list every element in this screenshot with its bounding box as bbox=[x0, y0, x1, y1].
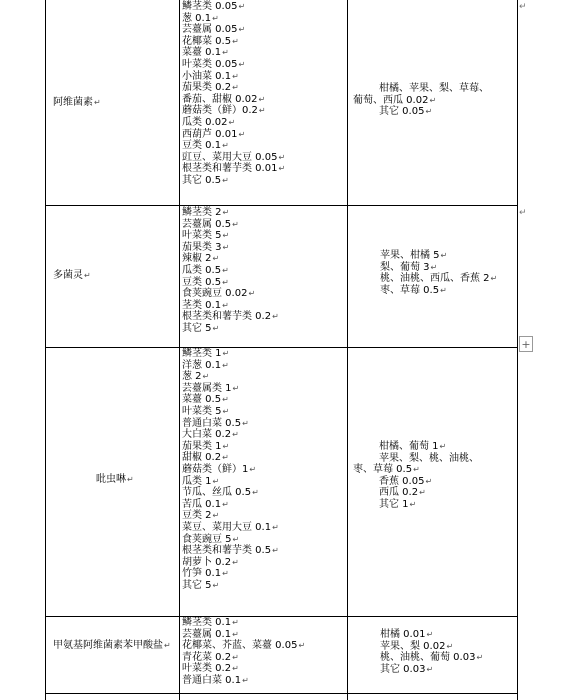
limit-entry: 西葫芦 0.01↵ bbox=[182, 128, 246, 140]
row-separator-4 bbox=[45, 693, 518, 694]
pesticide-name-cell: 多菌灵↵ bbox=[53, 270, 91, 281]
limit-entry: 食荚豌豆 0.02↵ bbox=[182, 288, 256, 300]
fruit-entry: 其它 0.03↵ bbox=[380, 663, 434, 675]
table-border-right bbox=[517, 0, 518, 700]
pesticide-name-cell: 阿维菌素↵ bbox=[53, 97, 101, 108]
pesticide-name-cell: 吡虫啉↵ bbox=[96, 474, 134, 485]
limit-entry: 洋葱 0.1↵ bbox=[182, 359, 229, 371]
limit-entry: 瓜类 0.5↵ bbox=[182, 264, 229, 276]
vegetable-limits-cell bbox=[182, 348, 279, 591]
fruit-entry: 梨、葡萄 3↵ bbox=[380, 261, 438, 273]
cell-anchor-mark: ↵ bbox=[519, 208, 527, 218]
limit-entry: 蘑菇类（鲜）1↵ bbox=[182, 463, 257, 475]
fruit-entry: 柑橘、苹果、梨、草莓、 bbox=[379, 83, 489, 94]
limit-entry: 菜薹 0.5↵ bbox=[182, 394, 229, 406]
fruit-entry: 香蕉 0.05↵ bbox=[379, 475, 433, 487]
limit-entry: 辣椒 2↵ bbox=[182, 253, 220, 265]
limit-entry: 豇豆、菜用大豆 0.05↵ bbox=[182, 151, 286, 163]
limit-entry: 菜薹 0.1↵ bbox=[182, 47, 229, 59]
limit-entry: 胡萝卜 0.2↵ bbox=[182, 556, 239, 568]
limit-entry: 叶菜类 0.05↵ bbox=[182, 58, 246, 70]
limit-entry: 根茎类和薯芋类 0.5↵ bbox=[182, 545, 279, 557]
fruit-entry: 苹果、梨、桃、油桃、 bbox=[379, 452, 479, 464]
limit-entry: 鳞茎类 1↵ bbox=[182, 348, 230, 359]
limit-entry: 芸薹属 0.05↵ bbox=[182, 24, 246, 36]
pesticide-name: 甲氨基阿维菌素苯甲酸盐 bbox=[53, 640, 163, 651]
fruit-limits-cell bbox=[353, 441, 479, 511]
add-row-button[interactable]: + bbox=[519, 336, 533, 352]
limit-entry: 茎类 0.1↵ bbox=[182, 299, 229, 311]
limit-entry: 甜椒 0.2↵ bbox=[182, 452, 229, 464]
limit-entry: 瓜类 0.02↵ bbox=[182, 116, 236, 128]
limit-entry: 芸薹属类 1↵ bbox=[182, 382, 240, 394]
limit-entry: 茄果类 3↵ bbox=[182, 241, 230, 253]
limit-entry: 鳞茎类 0.1↵ bbox=[182, 617, 239, 628]
limit-entry: 苦瓜 0.1↵ bbox=[182, 498, 229, 510]
limit-entry: 芸薹属 0.5↵ bbox=[182, 218, 239, 230]
limit-entry: 茄果类 1↵ bbox=[182, 440, 230, 452]
row-separator-2 bbox=[45, 347, 518, 348]
limit-entry: 番茄、甜椒 0.02↵ bbox=[182, 93, 266, 105]
limit-entry: 普通白菜 0.5↵ bbox=[182, 417, 249, 429]
fruit-entry: 其它 0.05↵ bbox=[379, 106, 433, 118]
limit-entry: 叶菜类 5↵ bbox=[182, 230, 230, 242]
pesticide-name: 多菌灵 bbox=[53, 270, 83, 281]
pesticide-name-cell: 甲氨基阿维菌素苯甲酸盐↵ bbox=[53, 640, 171, 651]
fruit-entry: 桃、油桃、西瓜、香蕉 2↵ bbox=[380, 273, 498, 285]
vegetable-limits-cell bbox=[182, 207, 279, 335]
fruit-entry: 柑橘 0.01↵ bbox=[380, 629, 434, 640]
fruit-entry: 葡萄、西瓜 0.02↵ bbox=[353, 94, 437, 106]
limit-entry: 叶菜类 5↵ bbox=[182, 405, 230, 417]
fruit-entry: 苹果、柑橘 5↵ bbox=[380, 250, 448, 261]
fruit-limits-cell bbox=[380, 629, 483, 675]
limit-entry: 瓜类 1↵ bbox=[182, 475, 220, 487]
vegetable-limits-cell bbox=[182, 617, 305, 687]
fruit-entry: 枣、草莓 0.5↵ bbox=[380, 284, 447, 296]
fruit-entry: 西瓜 0.2↵ bbox=[379, 487, 426, 499]
fruit-entry: 苹果、梨 0.02↵ bbox=[380, 640, 454, 652]
limit-entry: 豆类 2↵ bbox=[182, 510, 220, 522]
limit-entry: 菜豆、菜用大豆 0.1↵ bbox=[182, 521, 279, 533]
limit-entry: 豆类 0.5↵ bbox=[182, 276, 229, 288]
limit-entry: 蘑菇类（鲜）0.2↵ bbox=[182, 105, 266, 117]
limit-entry: 芸薹属 0.1↵ bbox=[182, 628, 239, 640]
fruit-entry: 其它 1↵ bbox=[379, 498, 417, 510]
limit-entry: 青花菜 0.2↵ bbox=[182, 651, 239, 663]
fruit-entry: 桃、油桃、葡萄 0.03↵ bbox=[380, 652, 484, 664]
limit-entry: 花椰菜、芥蓝、菜薹 0.05↵ bbox=[182, 640, 306, 652]
row-separator-1 bbox=[45, 205, 518, 206]
limit-entry: 根茎类和薯芋类 0.01↵ bbox=[182, 163, 286, 175]
limit-entry: 小油菜 0.1↵ bbox=[182, 70, 239, 82]
cell-anchor-mark: ↵ bbox=[519, 2, 527, 12]
limit-entry: 大白菜 0.2↵ bbox=[182, 429, 239, 441]
vegetable-limits-cell bbox=[182, 1, 285, 187]
limit-entry: 普通白菜 0.1↵ bbox=[182, 674, 249, 686]
table-divider-1 bbox=[179, 0, 180, 700]
pesticide-name: 阿维菌素 bbox=[53, 97, 93, 108]
limit-entry: 竹笋 0.1↵ bbox=[182, 568, 229, 580]
fruit-entry: 柑橘、葡萄 1↵ bbox=[379, 441, 447, 452]
limit-entry: 花椰菜 0.5↵ bbox=[182, 35, 239, 47]
limit-entry: 葱 2↵ bbox=[182, 371, 210, 383]
limit-entry: 叶菜类 0.2↵ bbox=[182, 663, 239, 675]
limit-entry: 其它 5↵ bbox=[182, 322, 220, 334]
fruit-entry: 枣、草莓 0.5↵ bbox=[353, 464, 420, 476]
table-border-left bbox=[45, 0, 46, 700]
fruit-limits-cell bbox=[380, 250, 497, 296]
limit-entry: 鳞茎类 0.05↵ bbox=[182, 1, 246, 12]
limit-entry: 食荚豌豆 5↵ bbox=[182, 533, 240, 545]
limit-entry: 其它 0.5↵ bbox=[182, 174, 229, 186]
limit-entry: 根茎类和薯芋类 0.2↵ bbox=[182, 311, 279, 323]
table-divider-2 bbox=[347, 0, 348, 700]
limit-entry: 茄果类 0.2↵ bbox=[182, 82, 239, 94]
limit-entry: 豆类 0.1↵ bbox=[182, 140, 229, 152]
limit-entry: 葱 0.1↵ bbox=[182, 12, 219, 24]
fruit-limits-cell bbox=[353, 83, 489, 118]
pesticide-name: 吡虫啉 bbox=[96, 474, 126, 485]
limit-entry: 鳞茎类 2↵ bbox=[182, 207, 230, 218]
limit-entry: 节瓜、丝瓜 0.5↵ bbox=[182, 487, 259, 499]
limit-entry: 其它 5↵ bbox=[182, 579, 220, 591]
